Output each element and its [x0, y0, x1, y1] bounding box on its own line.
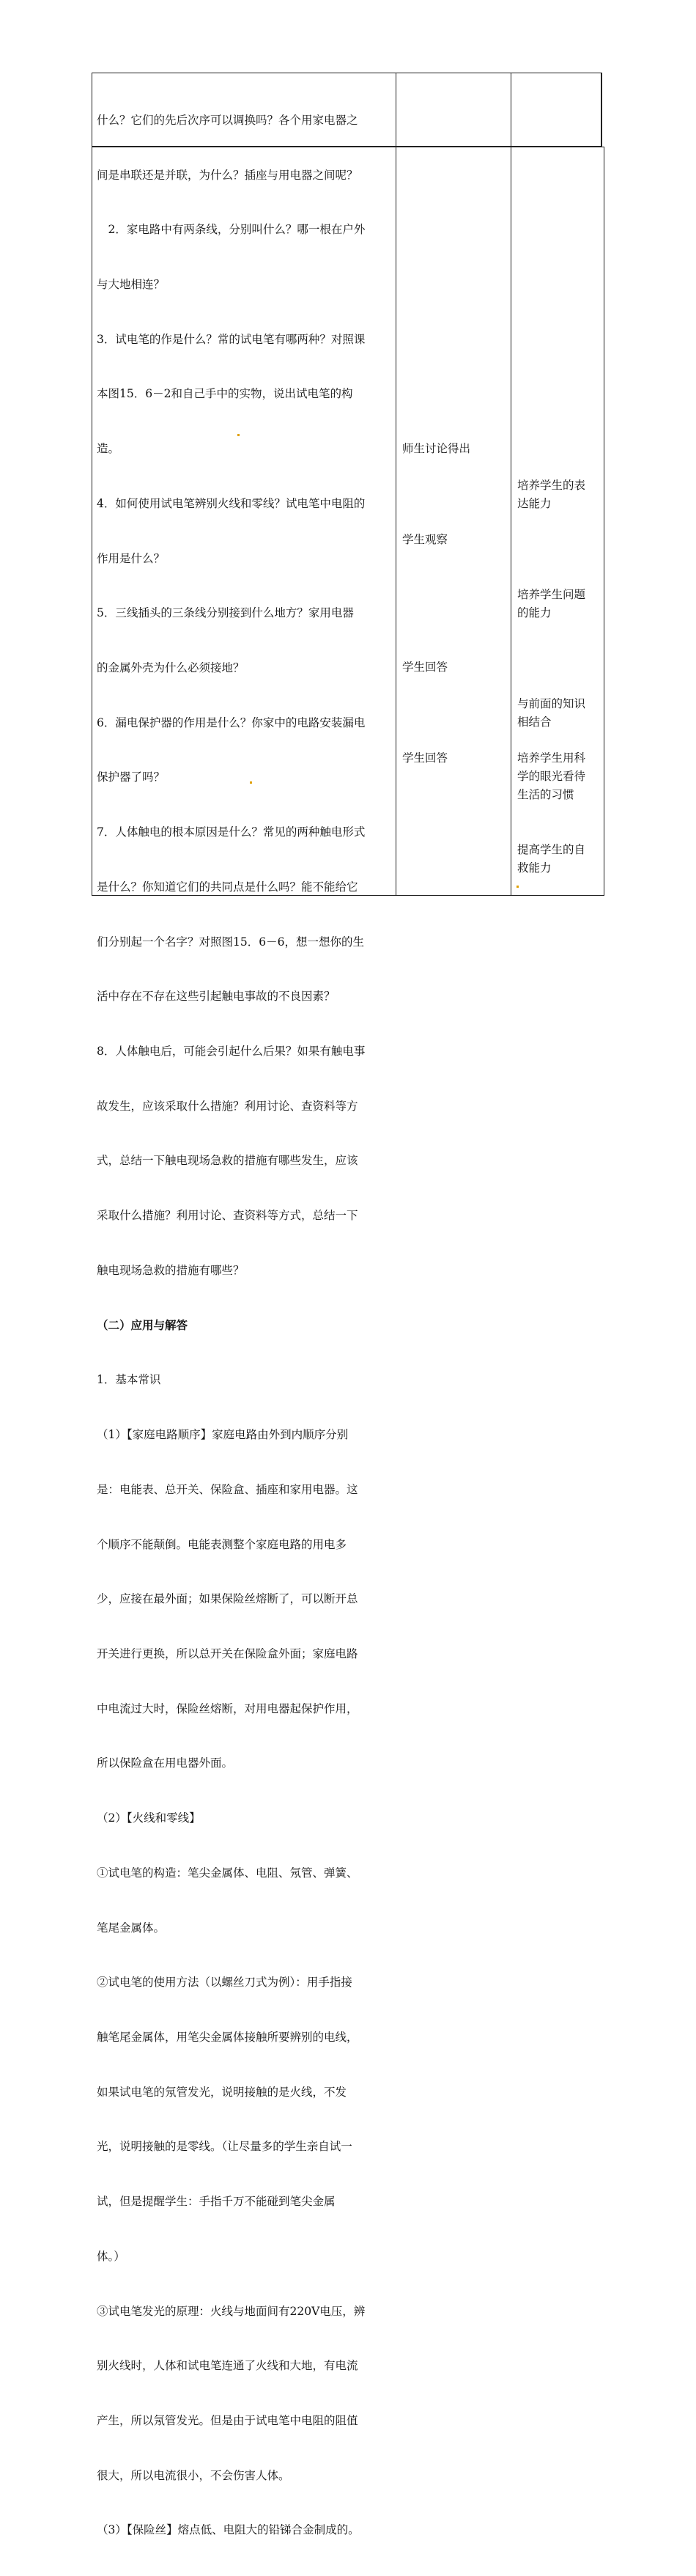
- content-line: 本图15．6－2和自己手中的实物，说出试电笔的构: [97, 387, 353, 401]
- upper-right-extra-edge: [601, 73, 602, 147]
- content-line: 2．家电路中有两条线，分别叫什么？哪一根在户外: [97, 223, 366, 237]
- content-line: ①试电笔的构造：笔尖金属体、电阻、氖管、弹簧、: [97, 1866, 358, 1880]
- content-line: 1．基本常识: [97, 1373, 161, 1387]
- content-line: 6．漏电保护器的作用是什么？你家中的电路安装漏电: [97, 715, 366, 729]
- content-line: 式，总结一下触电现场急救的措施有哪些发生，应该: [97, 1154, 358, 1168]
- activity-observe: 学生观察: [402, 533, 448, 546]
- content-line: 间是串联还是并联，为什么？插座与用电器之间呢？: [97, 168, 358, 182]
- content-line: 触电现场急救的措施有哪些？: [97, 1263, 245, 1277]
- section-heading: （二）应用与解答: [97, 1317, 188, 1332]
- content-line: 很大，所以电流很小，不会伤害人体。: [97, 2468, 290, 2482]
- goal-connect: 与前面的知识 相结合: [517, 697, 586, 729]
- activity-discussion: 师生讨论得出: [402, 442, 471, 455]
- content-line: 开关进行更换，所以总开关在保险盒外面；家庭电路: [97, 1646, 358, 1660]
- activity-answer-1: 学生回答: [402, 660, 448, 674]
- goal-problem: 培养学生问题 的能力: [517, 588, 586, 619]
- content-line: （3）【保险丝】熔点低、电阻大的铅锑合金制成的。: [97, 2523, 360, 2537]
- content-line: 产生，所以氖管发光。但是由于试电笔中电阻的阻值: [97, 2414, 358, 2427]
- content-line: 活中存在不存在这些引起触电事故的不良因素？: [97, 990, 336, 1004]
- content-line: 的金属外壳为什么必须接地？: [97, 661, 245, 674]
- content-line: 如果试电笔的氖管发光，说明接触的是火线，不发: [97, 2085, 347, 2099]
- content-line: 故发生，应该采取什么措施？利用讨论、查资料等方: [97, 1099, 358, 1113]
- content-line: 8．人体触电后，可能会引起什么后果？如果有触电事: [97, 1045, 366, 1059]
- content-line: 个顺序不能颠倒。电能表测整个家庭电路的用电多: [97, 1537, 347, 1551]
- content-column: [97, 75, 388, 2576]
- content-line: 少，应接在最外面；如果保险丝熔断了，可以断开总: [97, 1592, 358, 1606]
- goal-selfrescue: 提高学生的自 救能力: [517, 843, 586, 875]
- goal-expression: 培养学生的表 达能力: [517, 479, 586, 510]
- content-line: ③试电笔发光的原理：火线与地面间有220V电压，辨: [97, 2304, 366, 2318]
- content-line: （2）【火线和零线】: [97, 1811, 201, 1825]
- content-line: 与大地相连？: [97, 277, 166, 291]
- content-line: 别火线时，人体和试电笔连通了火线和大地，有电流: [97, 2359, 358, 2373]
- scan-mark: [237, 434, 240, 436]
- content-line: ②试电笔的使用方法（以螺丝刀式为例）：用手指接: [97, 1976, 352, 1990]
- content-line: 所以保险盒在用电器外面。: [97, 1756, 234, 1770]
- content-line: 7．人体触电的根本原因是什么？常见的两种触电形式: [97, 825, 366, 839]
- content-line: （1）【家庭电路顺序】家庭电路由外到内顺序分别: [97, 1428, 349, 1442]
- content-line: 触笔尾金属体，用笔尖金属体接触所要辨别的电线，: [97, 2030, 358, 2044]
- content-line: 体。）: [97, 2249, 125, 2263]
- content-line: 光，说明接触的是零线。（让尽量多的学生亲自试一: [97, 2140, 352, 2154]
- content-line: 是：电能表、总开关、保险盒、插座和家用电器。这: [97, 1482, 358, 1496]
- content-line: 试，但是提醒学生：手指千万不能碰到笔尖金属: [97, 2195, 336, 2209]
- content-line: 中电流过大时，保险丝熔断，对用电器起保护作用，: [97, 1701, 358, 1715]
- content-line: 4．如何使用试电笔辨别火线和零线？试电笔中电阻的: [97, 496, 366, 510]
- content-line: 采取什么措施？利用讨论、查资料等方式，总结一下: [97, 1209, 358, 1223]
- content-line: 造。: [97, 442, 120, 456]
- content-line: 笔尾金属体。: [97, 1921, 166, 1935]
- activity-answer-2: 学生回答: [402, 751, 448, 765]
- content-line: 们分别起一个名字？对照图15．6－6，想一想你的生: [97, 935, 364, 949]
- content-line: 保护器了吗？: [97, 770, 166, 784]
- content-line: 什么？它们的先后次序可以调换吗？各个用家电器之: [97, 113, 358, 127]
- scan-mark: [250, 781, 252, 784]
- content-line: 作用是什么？: [97, 551, 166, 565]
- content-line: 3．试电笔的作是什么？常的试电笔有哪两种？对照课: [97, 332, 366, 346]
- goal-science: 培养学生用科 学的眼光看待 生活的习惯: [517, 751, 586, 801]
- content-line: 是什么？你知道它们的共同点是什么吗？能不能给它: [97, 880, 358, 894]
- content-line: 5．三线插头的三条线分别接到什么地方？家用电器: [97, 606, 354, 620]
- scan-mark: [517, 886, 519, 888]
